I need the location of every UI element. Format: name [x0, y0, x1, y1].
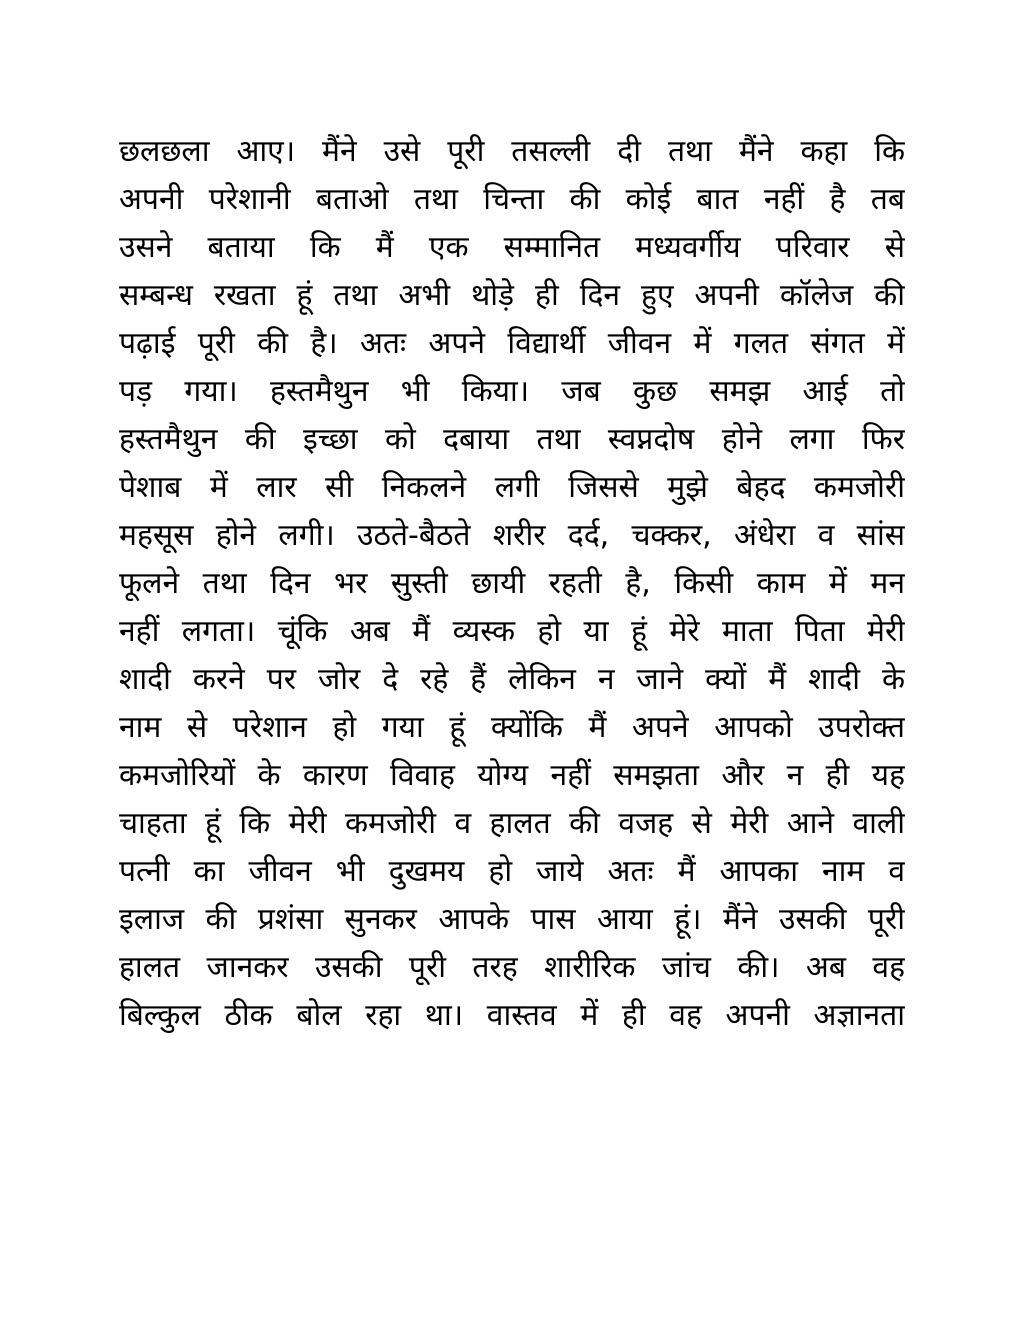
text-line: फूलने तथा दिन भर सुस्ती छायी रहती है, किसी काम में मन [119, 566, 905, 601]
text-line: पड़ गया। हस्तमैथुन भी किया। जब कुछ समझ आई तो [119, 374, 905, 409]
text-line: हालत जानकर उसकी पूरी तरह शारीरिक जांच की। अब वह [119, 950, 905, 985]
text-line: नाम से परेशान हो गया हूं क्योंकि मैं अपने आपको उपरोक्त [119, 710, 905, 745]
text-line: पत्नी का जीवन भी दुखमय हो जाये अतः मैं आपका नाम व [119, 854, 905, 889]
text-line: इलाज की प्रशंसा सुनकर आपके पास आया हूं। मैंने उसकी पूरी [119, 902, 905, 937]
text-line: अपनी परेशानी बताओ तथा चिन्ता की कोई बात नहीं है तब [119, 182, 905, 217]
text-line: पेशाब में लार सी निकलने लगी जिससे मुझे बेहद कमजोरी [119, 470, 905, 505]
text-line: उसने बताया कि मैं एक सम्मानित मध्यवर्गीय परिवार से [119, 230, 905, 265]
text-line: चाहता हूं कि मेरी कमजोरी व हालत की वजह से मेरी आने वाली [119, 806, 905, 841]
body-text [119, 128, 905, 1040]
text-line: नहीं लगता। चूंकि अब मैं व्यस्क हो या हूं मेरे माता पिता मेरी [119, 614, 905, 649]
text-line: बिल्कुल ठीक बोल रहा था। वास्तव में ही वह अपनी अज्ञानता [119, 998, 905, 1033]
text-line: शादी करने पर जोर दे रहे हैं लेकिन न जाने क्यों मैं शादी के [119, 662, 905, 697]
text-line: महसूस होने लगी। उठते-बैठते शरीर दर्द, चक्कर, अंधेरा व सांस [119, 518, 905, 553]
text-line: सम्बन्ध रखता हूं तथा अभी थोड़े ही दिन हुए अपनी कॉलेज की [119, 278, 905, 313]
text-line: छलछला आए। मैंने उसे पूरी तसल्ली दी तथा मैंने कहा कि [119, 134, 905, 169]
text-line: पढ़ाई पूरी की है। अतः अपने विद्यार्थी जीवन में गलत संगत में [119, 326, 905, 361]
text-line: हस्तमैथुन की इच्छा को दबाया तथा स्वप्नदोष होने लगा फिर [119, 422, 905, 457]
text-line: कमजोरियों के कारण विवाह योग्य नहीं समझता और न ही यह [119, 758, 905, 793]
